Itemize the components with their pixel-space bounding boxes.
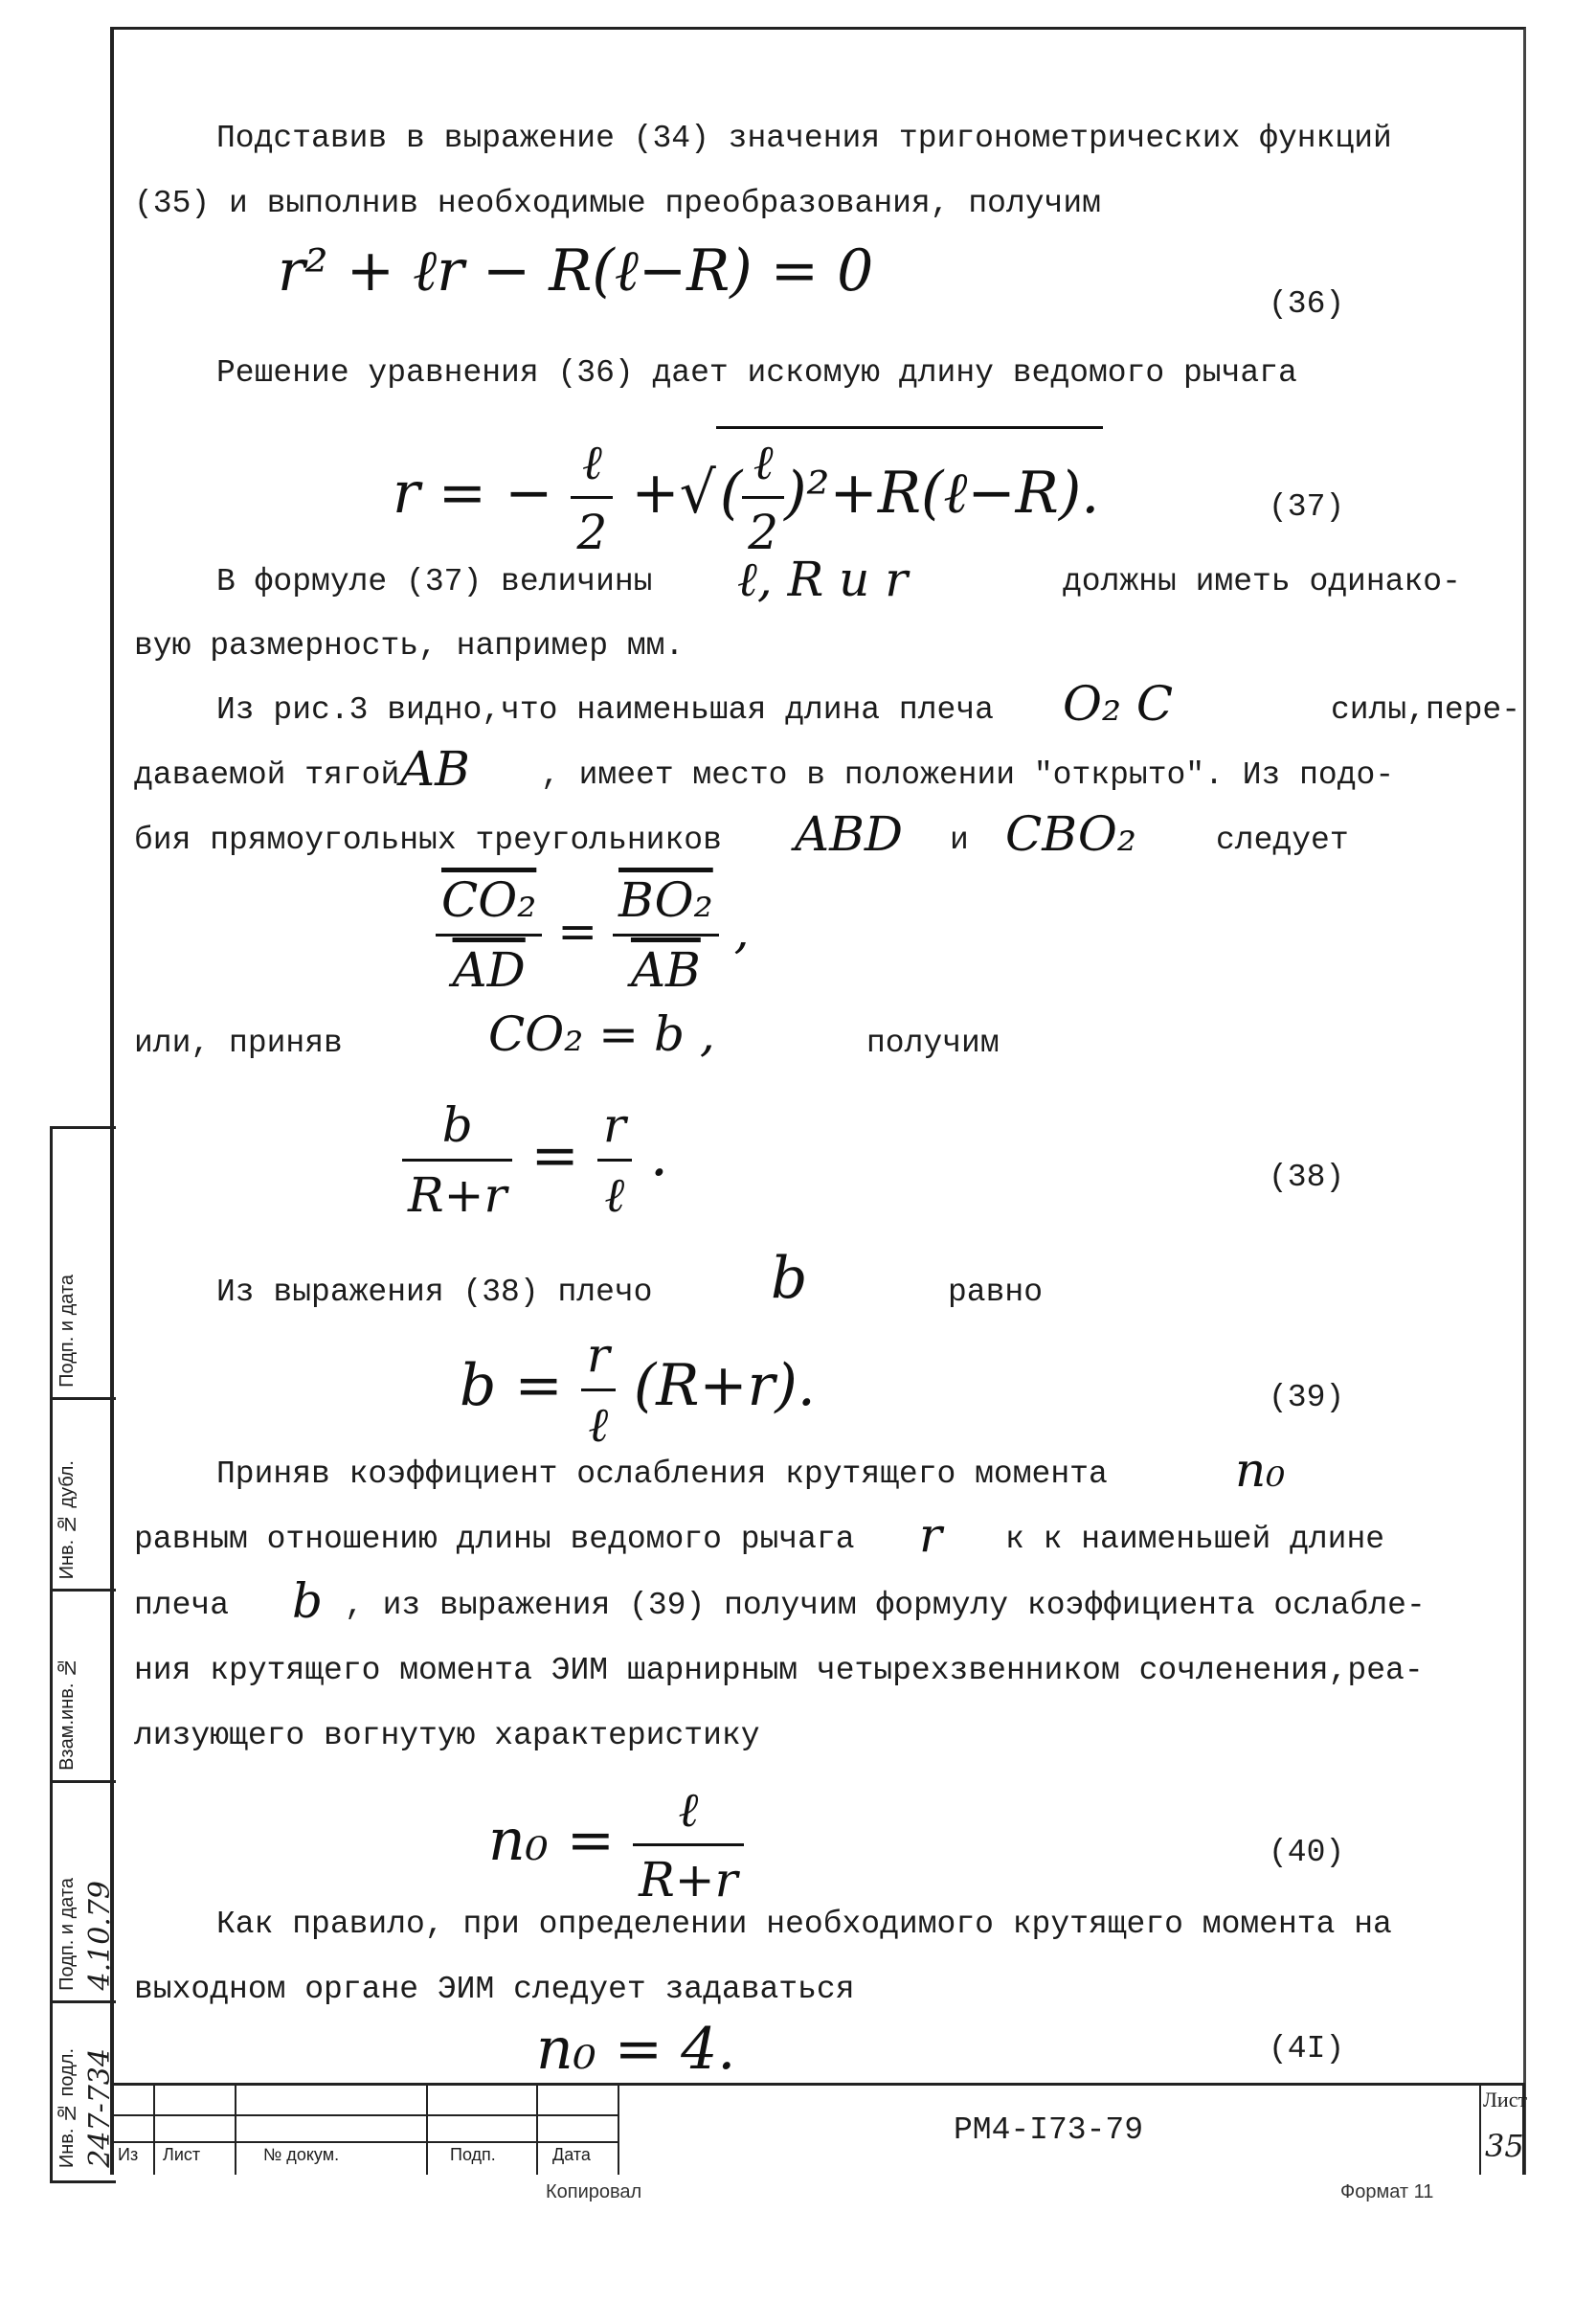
title-block-column bbox=[536, 2086, 538, 2175]
paragraph-line: Решение уравнения (36) дает искомую длину ведомого рычага bbox=[216, 355, 1297, 391]
equation-39-lhs: b = bbox=[460, 1352, 563, 1420]
side-label: Подп. и дата bbox=[56, 1275, 78, 1388]
fraction-numerator: r bbox=[602, 1097, 626, 1153]
fraction-denominator: R+r bbox=[639, 1852, 738, 1908]
title-block-header: Из bbox=[118, 2145, 139, 2164]
fraction bbox=[402, 1092, 512, 1229]
handwritten-date: 4.10.79 bbox=[83, 1881, 117, 1991]
fraction bbox=[436, 867, 542, 1004]
paragraph-line: Подставив в выражение (34) значения тригонометрических функций bbox=[216, 121, 1392, 156]
fraction-numerator: ℓ bbox=[678, 1782, 699, 1838]
equation-co2-b: CO₂ = b , bbox=[488, 1006, 715, 1062]
side-label: Инв. № дубл. bbox=[56, 1459, 78, 1579]
coefficient-n0: n₀ bbox=[1235, 1442, 1286, 1498]
paragraph-line: выходном органе ЭИМ следует задаваться bbox=[134, 1972, 855, 2007]
paragraph-line-end: к к наименьшей длине bbox=[1005, 1522, 1385, 1557]
side-cell-inv-orig bbox=[53, 2000, 116, 2178]
equation-39-rhs: (R+r). bbox=[633, 1352, 816, 1420]
equation-39 bbox=[460, 1321, 816, 1458]
side-cell-sign-date-2 bbox=[53, 1780, 116, 2003]
sqrt-radicand: ( $\frac{\text{ℓ}}{2}$ )²+R(ℓ−R). bbox=[716, 426, 1103, 566]
paragraph-line: ния крутящего момента ЭИМ шарнирным четырехзвенником сочленения,реа- bbox=[134, 1653, 1424, 1688]
side-label: Взам.инв. № bbox=[56, 1657, 78, 1771]
equation-36: r² + ℓr − R(ℓ−R) = 0 bbox=[278, 237, 874, 305]
equation-37-lhs: r = − bbox=[393, 460, 553, 528]
equation-number: (4I) bbox=[1269, 2031, 1345, 2066]
fraction bbox=[571, 429, 613, 566]
fraction-denominator: ℓ bbox=[588, 1397, 609, 1453]
paragraph-line: лизующего вогнутую характеристику bbox=[134, 1718, 760, 1753]
rod-AB: AB bbox=[400, 741, 470, 797]
title-block bbox=[110, 2083, 1528, 2175]
equation-number: (40) bbox=[1269, 1835, 1345, 1870]
comma: , bbox=[733, 903, 750, 960]
sheet-number-box bbox=[1479, 2086, 1528, 2175]
lever-r: r bbox=[919, 1507, 942, 1563]
fraction-numerator: ℓ bbox=[581, 435, 602, 490]
proportion-equation bbox=[436, 867, 750, 1004]
title-block-row bbox=[110, 2141, 618, 2143]
lever-arm-b: b bbox=[771, 1245, 808, 1312]
equals-sign: = bbox=[557, 903, 598, 960]
triangle-ABD: ABD bbox=[795, 806, 903, 862]
title-block-header: Лист bbox=[163, 2145, 201, 2164]
title-block-column bbox=[426, 2086, 428, 2175]
equals-sign: = bbox=[530, 1122, 579, 1190]
paragraph-line: равным отношению длины ведомого рычага bbox=[134, 1522, 855, 1557]
equation-37-tail: R(ℓ−R). bbox=[877, 460, 1100, 528]
fraction bbox=[633, 1776, 743, 1913]
handwritten-inventory-number: 247-734 bbox=[83, 2048, 117, 2168]
title-block-header: Дата bbox=[552, 2145, 591, 2164]
paragraph-line: Из выражения (38) плечо bbox=[216, 1275, 653, 1310]
paragraph-line-end: равно bbox=[948, 1275, 1044, 1310]
equation-40-lhs: n₀ = bbox=[488, 1807, 616, 1875]
fraction-denominator: AD bbox=[452, 942, 526, 998]
fraction-numerator: BO₂ bbox=[618, 872, 713, 928]
side-label: Инв. № подл. bbox=[56, 2047, 78, 2168]
equation-41: n₀ = 4. bbox=[536, 2016, 736, 2083]
paragraph-line: бия прямоугольных треугольников bbox=[134, 823, 722, 858]
equation-number: (39) bbox=[1269, 1380, 1345, 1415]
conjunction-and: и bbox=[950, 823, 969, 858]
paragraph-line: или, приняв bbox=[134, 1026, 343, 1061]
variables-l-R-r: ℓ, R и r bbox=[737, 552, 909, 607]
side-cell-inv-dup bbox=[53, 1397, 116, 1592]
fraction-denominator: 2 bbox=[748, 505, 779, 560]
paragraph-line-end: силы,пере- bbox=[1331, 692, 1521, 728]
title-block-header: № докум. bbox=[263, 2145, 340, 2164]
footer-copied: Копировал bbox=[546, 2181, 642, 2202]
footer-format: Формат 11 bbox=[1340, 2181, 1434, 2202]
paragraph-line-end: должны иметь одинако- bbox=[1063, 564, 1461, 599]
title-block-header: Подп. bbox=[450, 2145, 496, 2164]
fraction-numerator: ℓ bbox=[753, 435, 774, 490]
fraction bbox=[597, 1092, 632, 1229]
period: . bbox=[649, 1122, 668, 1190]
paragraph-line: вую размерность, например мм. bbox=[134, 628, 685, 664]
paragraph-line: даваемой тягой bbox=[134, 757, 400, 793]
document-code: РМ4-I73-79 bbox=[953, 2112, 1144, 2148]
paragraph-line-end: получим bbox=[866, 1026, 1000, 1061]
paragraph-line: В формуле (37) величины bbox=[216, 564, 653, 599]
fraction-denominator: R+r bbox=[408, 1167, 507, 1223]
fraction-denominator: AB bbox=[630, 942, 701, 998]
title-block-row bbox=[110, 2114, 618, 2116]
sheet-label: Лист bbox=[1483, 2088, 1528, 2111]
equation-number: (36) bbox=[1269, 286, 1345, 322]
title-block-column bbox=[235, 2086, 236, 2175]
side-cell-sign-date bbox=[53, 1129, 116, 1400]
paragraph-line-end: следует bbox=[1216, 823, 1349, 858]
paragraph-line: Приняв коэффициент ослабления крутящего момента bbox=[216, 1456, 1108, 1492]
fraction bbox=[581, 1321, 616, 1458]
paragraph-line-end: , имеет место в положении "открыто". Из подо- bbox=[541, 757, 1395, 793]
equation-number: (38) bbox=[1269, 1160, 1345, 1195]
fraction-denominator: ℓ bbox=[604, 1167, 625, 1223]
triangle-CBO2: CBO₂ bbox=[1005, 806, 1136, 862]
fraction bbox=[613, 867, 719, 1004]
fraction-denominator: 2 bbox=[576, 505, 608, 560]
fraction-numerator: b bbox=[441, 1097, 473, 1153]
equation-40 bbox=[488, 1776, 744, 1913]
sheet-number: 35 bbox=[1485, 2128, 1524, 2164]
plus-sign: +√ bbox=[631, 460, 716, 528]
paragraph-line: (35) и выполнив необходимые преобразования, получим bbox=[134, 186, 1101, 221]
fraction-numerator: CO₂ bbox=[441, 872, 537, 928]
paragraph-line: Как правило, при определении необходимого крутящего момента на bbox=[216, 1907, 1392, 1942]
side-cell-replace-inv bbox=[53, 1589, 116, 1783]
paragraph-line: плеча bbox=[134, 1588, 230, 1623]
side-stamp-strip bbox=[50, 1126, 116, 2183]
title-block-column bbox=[153, 2086, 155, 2175]
equation-38 bbox=[402, 1092, 668, 1229]
fraction-numerator: r bbox=[586, 1327, 610, 1383]
lever-arm-b-inline: b bbox=[292, 1573, 324, 1629]
lever-arm-O2C: O₂ C bbox=[1063, 676, 1174, 732]
paragraph-line-end: , из выражения (39) получим формулу коэффициента ослабле- bbox=[345, 1588, 1426, 1623]
paragraph-line: Из рис.3 видно,что наименьшая длина плеча bbox=[216, 692, 994, 728]
side-label: Подп. и дата bbox=[56, 1878, 78, 1991]
equation-number: (37) bbox=[1269, 489, 1345, 525]
